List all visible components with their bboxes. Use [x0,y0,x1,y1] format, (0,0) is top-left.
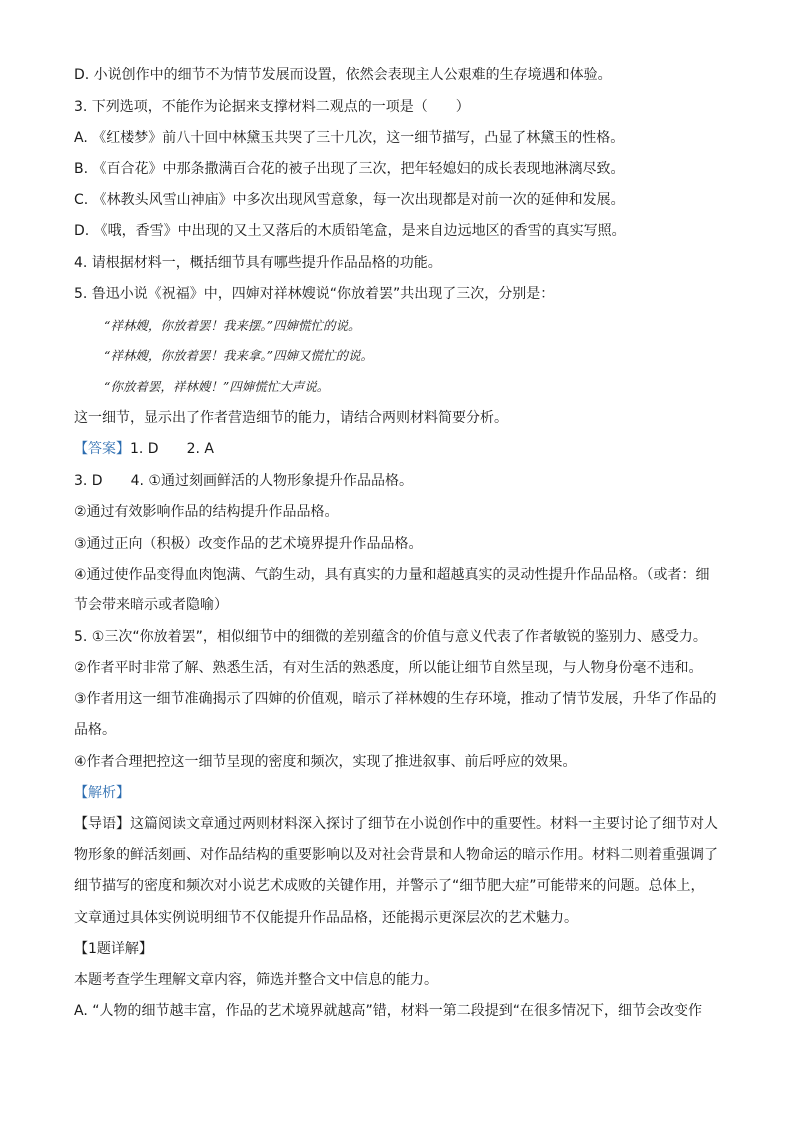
option-a-q3: A. 《红楼梦》前八十回中林黛玉共哭了三十几次，这一细节描写，凸显了林黛玉的性格。 [74,130,625,146]
intro-line-1: 【导语】这篇阅读文章通过两则材料深入探讨了细节在小说创作中的重要性。材料一主要讨论了细节对人 [74,816,718,832]
answer-point-4: ④通过使作品变得血肉饱满、气韵生动，具有真实的力量和超越真实的灵动性提升作品品格。（或者：细 [74,567,710,583]
answer-point-3: ③通过正向（积极）改变作品的艺术境界提升作品品格。 [74,536,423,552]
answer-5-point-3: ③作者用这一细节准确揭示了四婶的价值观，暗示了祥林嫂的生存环境，推动了情节发展，升华了作品的 [74,691,717,707]
answer-label: 【答案】 [74,441,130,457]
question-3: 3. 下列选项，不能作为论据来支撑材料二观点的一项是（ ） [74,99,470,115]
detail-1-line-2: A. “人物的细节越丰富，作品的艺术境界就越高”错，材料一第二段提到“在很多情况下，细节会改变作 [74,1003,702,1019]
question-4: 4. 请根据材料一，概括细节具有哪些提升作品品格的功能。 [74,255,442,271]
intro-line-4: 文章通过具体实例说明细节不仅能提升作品品格，还能揭示更深层次的艺术魅力。 [74,910,578,926]
quote-1: “祥林嫂，你放着罢！我来摆。”四婶慌忙的说。 [104,318,361,333]
intro-line-3: 细节描写的密度和频次对小说艺术成败的关键作用，并警示了“细节肥大症”可能带来的问题。总体上， [74,878,705,894]
answer-5-point-1: 5. ①三次“你放着罢”，相似细节中的细微的差别蕴含的价值与意义代表了作者敏锐的鉴别力、感受力。 [74,629,707,645]
question-5: 5. 鲁迅小说《祝福》中，四婶对祥林嫂说“你放着罢”共出现了三次，分别是： [74,286,555,302]
answer-5-point-3-cont: 品格。 [74,722,116,738]
option-d-q2: D. 小说创作中的细节不为情节发展而设置，依然会表现主人公艰难的生存境遇和体验。 [74,67,612,83]
answer-5-point-4: ④作者合理把控这一细节呈现的密度和频次，实现了推进叙事、前后呼应的效果。 [74,754,577,770]
question-5-prompt: 这一细节，显示出了作者营造细节的能力，请结合两则材料简要分析。 [74,410,508,426]
analysis-heading: 【解析】 [74,785,130,801]
option-d-q3: D. 《哦，香雪》中出现的又土又落后的木质铅笔盒，是来自边远地区的香雪的真实写照。 [74,223,626,239]
answer-line-1: 【答案】1. D 2. A [74,441,214,457]
detail-1-heading: 【1题详解】 [74,941,153,957]
answer-point-2: ②通过有效影响作品的结构提升作品品格。 [74,504,339,520]
answer-point-4-cont: 节会带来暗示或者隐喻） [74,597,228,613]
quote-2: “祥林嫂，你放着罢！我来拿。”四婶又慌忙的说。 [104,348,374,363]
detail-1-line-1: 本题考查学生理解文章内容，筛选并整合文中信息的能力。 [74,972,438,988]
answer-5-point-2: ②作者平时非常了解、熟悉生活，有对生活的熟悉度，所以能让细节自然呈现，与人物身份毫不违和。 [74,660,703,676]
option-b-q3: B. 《百合花》中那条撒满百合花的被子出现了三次，把年轻媳妇的成长表现地淋漓尽致。 [74,161,625,177]
quote-3: “你放着罢，祥林嫂！”四婶慌忙大声说。 [104,379,330,394]
answer-line-2: 3. D 4. ①通过刻画鲜活的人物形象提升作品品格。 [74,473,413,489]
intro-line-2: 物形象的鲜活刻画、对作品结构的重要影响以及对社会背景和人物命运的暗示作用。材料二则着重强调了 [74,847,718,863]
option-c-q3: C. 《林教头风雪山神庙》中多次出现风雪意象，每一次出现都是对前一次的延伸和发展。 [74,192,625,208]
